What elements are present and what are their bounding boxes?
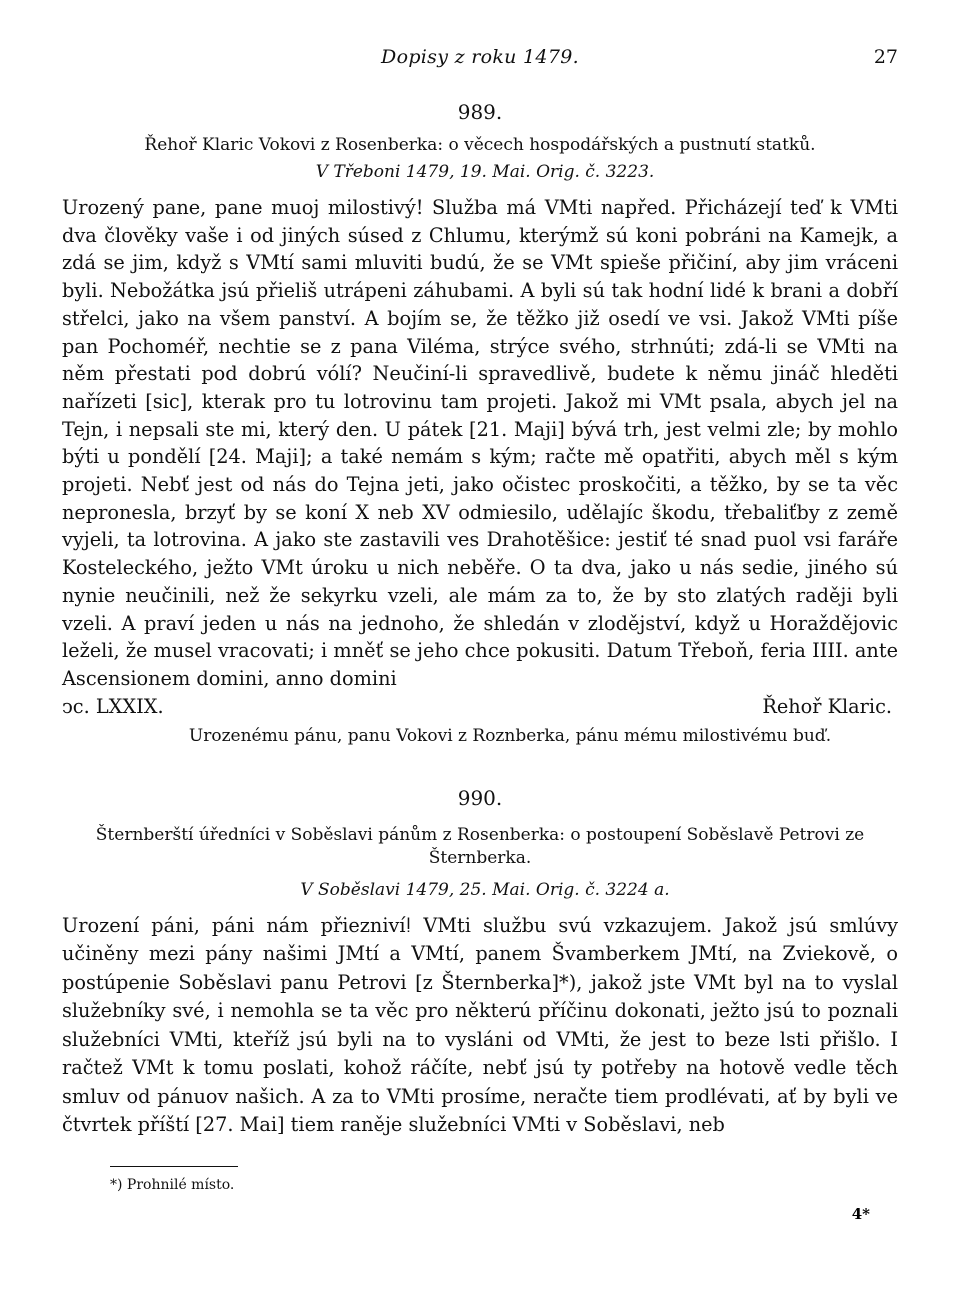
document-dating: V Třeboni 1479, 19. Mai. Orig. č. 3223. — [315, 162, 655, 182]
running-title: Dopisy z roku 1479. — [381, 46, 579, 68]
signature-mark: 4* — [851, 1205, 870, 1223]
page-number: 27 — [873, 46, 898, 68]
document-989 — [62, 100, 898, 746]
document-990 — [62, 786, 898, 1140]
letter-text: Urozený pane, pane muoj milostivý! Služba má VMti napřed. Přicházejí teď k VMti dva člověky vaše i od jiných súsed z Chlumu, kterýmž sú koni pobráni na Kamejk, a zdá se jim, když s VMtí sami mluviti budú, že se VMt spieše přičiní, aby jim vráceni byli. Nebožátka jsú přieliš utrápeni záhubami. A byli sú tak hodní lidé k brani a dobří střelci, jako na všem panství. A bojím se, že těžko již osedí ve vsi. Jakož VMti píše pan Pochoméř, nechtie se z pana Viléma, strýce svého, strhnúti; zdá-li se VMti na něm přestati pod dobrú vólí? Neučiní-li spravedlivě, budete k němu jináč hleděti nařízeti [sic], kterak pro tu lotrovinu tam projeti. Jakož mi VMt psala, abych jel na Tejn, i nepsali ste mi, který den. U pátek [21. Maji] bývá trh, jest velmi zle; by mohlo býti u pondělí [24. Maji]; a také nemám s kým; račte mě opatřiti, abych měl s kým projeti. Nebť jest od nás do Tejna jeti, jako očistec proskočiti, a těžko, by se ta věc nepronesla, brzyť by se koní X neb XV odmiesilo, udělajíc škodu, třebaliťby z země vyjeli, ta lotrovina. A jako ste zastavili ves Drahotěšice: jestiť té snad puol vsi faráře Kosteleckého, ježto VMt úroku u nich neběře. O ta dva, jako u nás sedie, jiného sú nynie neučinili, než že sekyrku vzeli, ale mám za to, že by sto zlatých raději byli vzeli. A praví jeden u nás na jednoho, že shledán v zlodějství, když u Horaždějovic leželi, že musel vracovati; i mněť se jeho chce pokusiti. Datum Třeboň, feria IIII. ante Ascensionem domini, anno domini — [62, 196, 898, 690]
letter-address: Urozenému pánu, panu Vokovi z Roznberka, pánu mému milostivému buď. — [188, 725, 832, 746]
letter-text: Urození páni, páni nám přieznivíǃ VMti službu svú vzkazujem. Jakož jsú smlúvy učiněny mezi pány našimi JMtí a VMtí, panem Švamberkem JMtí, na Zviekově, o postúpenie Soběslavi panu Petrovi [z Šternberka]*), jakož jste VMt byl na to vyslal služebníky své, i nemohla se ta věc pro některú příčinu dokonati, ježto jsú to poznali služebníci VMti, kteříž jsú byli na to vysláni od VMti, že jest to beze lsti přišlo. I račtež VMt k tomu poslati, kohož ráčíte, nebť jsú ty potřeby na hotově vedle těch smluv od pánuov našich. A za to VMti prosíme, neračte tiem prodlévati, ať by byli ve čtvrtek příští [27. Mai] tiem raněje služebníci VMti v Soběslavi, neb — [62, 913, 898, 1137]
letter-closing — [62, 693, 898, 721]
document-number: 990. — [457, 785, 503, 810]
closing-date: ↄc. LXXIX. — [62, 694, 164, 718]
document-regest: Šternberští úředníci v Soběslavi pánům z Rosenberka: o postoupení Soběslavě Petrovi ze Šternberka. — [95, 824, 865, 868]
letter-body — [62, 194, 898, 693]
document-page — [62, 46, 898, 1193]
document-regest: Řehoř Klaric Vokovi z Rosenberka: o věcech hospodářských a pustnutí statků. — [144, 135, 816, 155]
running-head — [62, 46, 898, 76]
document-number: 989. — [457, 100, 503, 124]
footnote: *) Prohnilé místo. — [110, 1176, 235, 1193]
footnote-divider — [110, 1166, 238, 1167]
closing-signature: Řehoř Klaric. — [762, 694, 892, 718]
document-dating: V Soběslavi 1479, 25. Mai. Orig. č. 3224 a. — [300, 879, 670, 900]
letter-body — [62, 912, 898, 1140]
